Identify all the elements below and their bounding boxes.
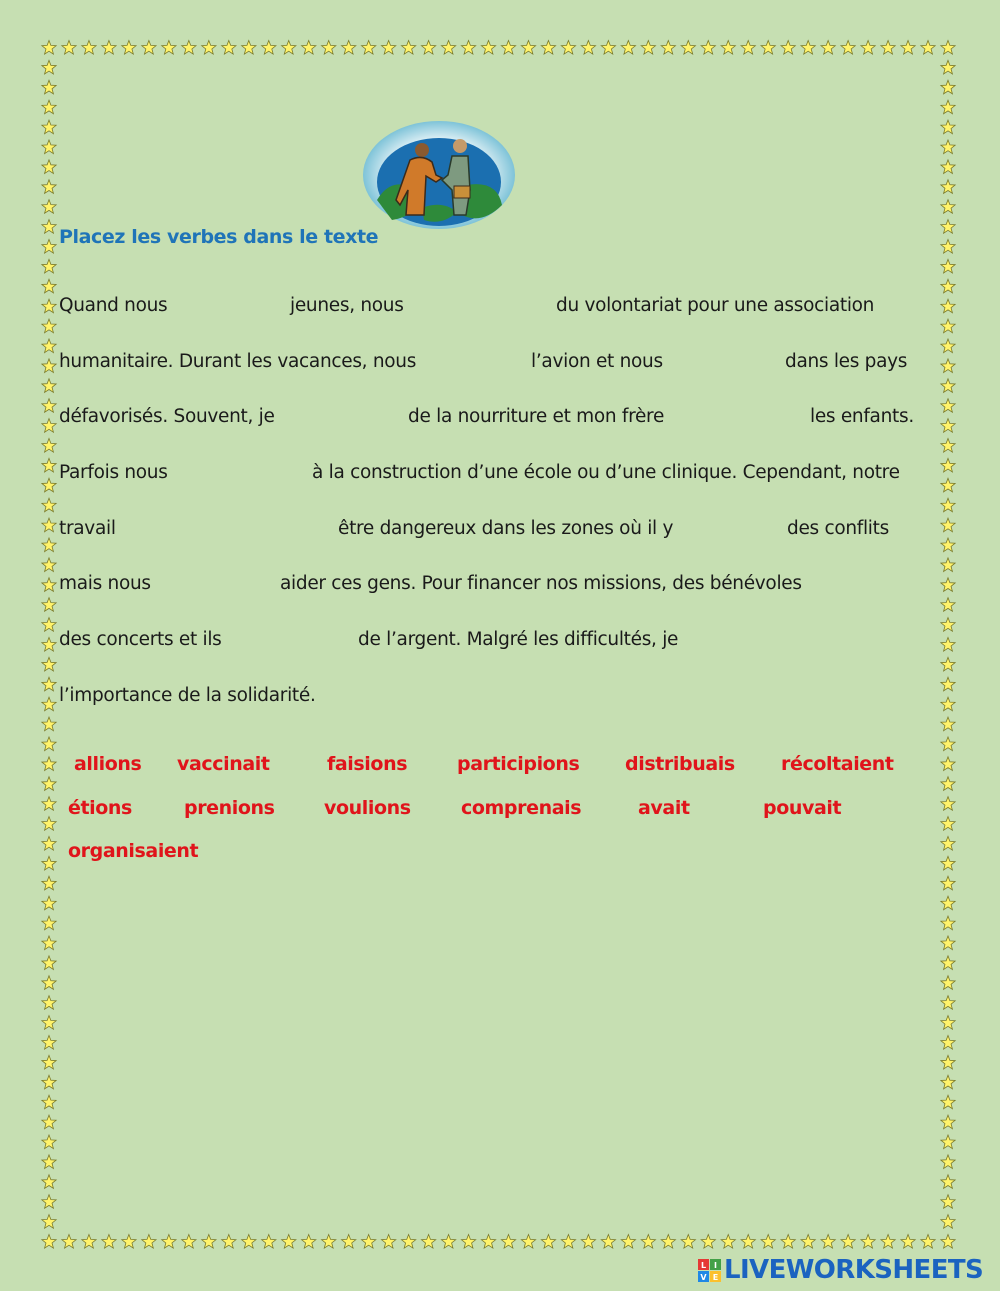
star-border-icon [42,1235,56,1249]
star-border-icon [941,160,955,174]
text-segment: Quand nous [59,295,168,316]
star-border-icon [42,1175,56,1189]
blank-drop-zone[interactable] [684,408,802,430]
star-border-icon [242,41,256,55]
star-border-icon [42,737,56,751]
star-border-icon [42,80,56,94]
star-border-icon [941,657,955,671]
star-border-icon [941,896,955,910]
star-border-icon [42,1075,56,1089]
star-border-icon [282,1235,296,1249]
star-border-icon [941,120,955,134]
star-border-icon [901,1235,915,1249]
text-segment: de l’argent. Malgré les difficultés, je [358,629,679,650]
star-border-icon [122,1235,136,1249]
star-border-icon [122,41,136,55]
star-border-icon [262,41,276,55]
blank-drop-zone[interactable] [232,631,350,653]
star-border-icon [42,1115,56,1129]
star-border-icon [82,1235,96,1249]
text-segment: les enfants. [810,406,914,427]
star-border-icon [262,1235,276,1249]
star-border-icon [42,140,56,154]
star-border-icon [42,558,56,572]
star-border-icon [941,837,955,851]
text-line-2 [0,351,1000,377]
star-border-icon [781,41,795,55]
star-border-icon [42,896,56,910]
star-border-icon [42,976,56,990]
blank-drop-zone[interactable] [820,575,920,597]
star-border-icon [861,1235,875,1249]
star-border-icon [202,1235,216,1249]
star-border-icon [941,1135,955,1149]
star-border-icon [42,180,56,194]
star-border-icon [42,996,56,1010]
star-border-icon [921,41,935,55]
word-tile[interactable]: participions [457,753,580,775]
star-border-icon [42,797,56,811]
star-border-icon [941,279,955,293]
star-border-icon [741,1235,755,1249]
star-border-icon [941,976,955,990]
star-border-icon [941,80,955,94]
star-border-icon [381,41,395,55]
word-tile[interactable]: avait [638,797,690,819]
star-border-icon [521,41,535,55]
star-border-icon [941,140,955,154]
star-border-icon [941,439,955,453]
star-border-icon [42,876,56,890]
blank-drop-zone[interactable] [178,297,282,319]
text-segment: mais nous [59,573,151,594]
star-border-icon [821,1235,835,1249]
star-border-icon [42,60,56,74]
blank-drop-zone[interactable] [674,353,778,375]
text-segment: l’importance de la solidarité. [59,685,316,706]
star-border-icon [781,1235,795,1249]
star-border-icon [62,41,76,55]
star-border-icon [42,598,56,612]
star-border-icon [441,1235,455,1249]
star-border-icon [741,41,755,55]
star-border-icon [881,1235,895,1249]
star-border-icon [142,1235,156,1249]
star-border-icon [941,200,955,214]
star-border-icon [82,41,96,55]
star-border-icon [941,1095,955,1109]
star-border-icon [921,1235,935,1249]
star-border-icon [941,1215,955,1229]
star-border-icon [521,1235,535,1249]
star-border-icon [42,1055,56,1069]
star-border-icon [941,498,955,512]
star-border-icon [42,439,56,453]
star-border-icon [941,1235,955,1249]
star-border-icon [941,259,955,273]
star-border-icon [841,1235,855,1249]
star-border-icon [42,837,56,851]
text-line-1 [0,295,1000,321]
star-border-icon [501,1235,515,1249]
star-border-icon [302,41,316,55]
star-border-icon [581,41,595,55]
star-border-icon [42,1155,56,1169]
word-tile[interactable]: allions [74,753,142,775]
star-border-icon [42,100,56,114]
star-border-icon [721,41,735,55]
star-border-icon [541,41,555,55]
star-border-icon [941,817,955,831]
liveworksheets-logo[interactable] [698,1255,996,1285]
star-border-icon [701,41,715,55]
word-tile[interactable]: comprenais [461,797,582,819]
instruction-title: Placez les verbes dans le texte [59,226,379,248]
blank-drop-zone[interactable] [696,631,826,653]
star-border-icon [941,717,955,731]
star-border-icon [222,1235,236,1249]
star-border-icon [941,319,955,333]
star-border-icon [421,41,435,55]
logo-badge-letter: V [700,1273,707,1282]
star-border-icon [681,41,695,55]
star-border-icon [661,41,675,55]
star-border-icon [461,41,475,55]
star-border-icon [941,240,955,254]
word-tile[interactable]: récoltaient [781,753,894,775]
text-segment: aider ces gens. Pour financer nos missions, des bénévoles [280,573,802,594]
text-line-7 [0,629,1000,655]
star-border-icon [481,41,495,55]
star-border-icon [42,936,56,950]
text-segment: du volontariat pour une association [556,295,875,316]
star-border-icon [182,1235,196,1249]
star-border-icon [342,41,356,55]
star-border-icon [42,498,56,512]
star-border-icon [941,558,955,572]
star-border-icon [42,757,56,771]
text-segment: dans les pays [785,351,908,372]
star-border-icon [42,1135,56,1149]
star-border-icon [42,259,56,273]
star-border-icon [941,60,955,74]
star-border-icon [941,379,955,393]
star-border-icon [202,41,216,55]
star-border-icon [42,220,56,234]
star-border-icon [461,1235,475,1249]
word-tile[interactable]: étions [68,797,132,819]
star-border-icon [621,1235,635,1249]
logo-badge-letter: I [714,1261,717,1270]
star-border-icon [342,1235,356,1249]
blank-drop-zone[interactable] [414,297,548,319]
star-border-icon [761,41,775,55]
star-border-icon [42,856,56,870]
star-border-icon [302,1235,316,1249]
star-border-icon [541,1235,555,1249]
star-border-icon [42,1215,56,1229]
star-border-icon [42,1016,56,1030]
star-border-icon [941,956,955,970]
star-border-icon [42,817,56,831]
star-border-icon [941,41,955,55]
word-tile[interactable]: pouvait [763,797,842,819]
star-border-icon [242,1235,256,1249]
star-border-icon [641,41,655,55]
star-border-icon [42,160,56,174]
star-border-icon [641,1235,655,1249]
blank-drop-zone[interactable] [124,520,330,542]
star-border-icon [941,1036,955,1050]
star-border-icon [601,41,615,55]
star-border-icon [42,240,56,254]
text-segment: l’avion et nous [531,351,663,372]
star-border-icon [481,1235,495,1249]
star-border-icon [601,1235,615,1249]
text-line-4 [0,462,1000,488]
star-border-icon [42,319,56,333]
blank-drop-zone[interactable] [686,520,780,542]
text-segment: travail [59,518,116,539]
star-border-icon [801,1235,815,1249]
star-border-icon [362,1235,376,1249]
liveworksheets-logo-icon [698,1259,722,1283]
star-border-icon [322,41,336,55]
blank-drop-zone[interactable] [160,575,272,597]
star-border-icon [861,41,875,55]
star-border-icon [621,41,635,55]
star-border-icon [42,41,56,55]
star-border-icon [941,220,955,234]
star-border-icon [761,1235,775,1249]
star-border-icon [941,936,955,950]
star-border-icon [901,41,915,55]
star-border-icon [282,41,296,55]
star-border-icon [162,1235,176,1249]
star-border-icon [102,41,116,55]
text-segment: Parfois nous [59,462,168,483]
star-border-icon [42,717,56,731]
star-border-icon [42,777,56,791]
star-border-icon [941,856,955,870]
star-border-icon [941,1055,955,1069]
star-border-icon [42,379,56,393]
star-border-icon [941,737,955,751]
star-border-icon [941,1115,955,1129]
star-border-icon [941,876,955,890]
star-border-icon [42,279,56,293]
star-border-icon [841,41,855,55]
star-border-icon [941,180,955,194]
star-border-icon [42,1036,56,1050]
star-border-icon [661,1235,675,1249]
blank-drop-zone[interactable] [430,353,524,375]
star-border-icon [941,1175,955,1189]
star-border-icon [821,41,835,55]
star-border-icon [42,916,56,930]
star-border-icon [322,1235,336,1249]
text-segment: défavorisés. Souvent, je [59,406,275,427]
star-border-icon [62,1235,76,1249]
star-border-icon [801,41,815,55]
star-border-icon [222,41,236,55]
star-border-icon [42,1195,56,1209]
star-border-icon [501,41,515,55]
word-tile[interactable]: organisaient [68,840,199,862]
star-border-icon [941,916,955,930]
star-border-icon [42,956,56,970]
star-border-icon [42,657,56,671]
star-border-icon [561,1235,575,1249]
text-segment: être dangereux dans les zones où il y [338,518,674,539]
star-border-icon [881,41,895,55]
star-border-icon [941,996,955,1010]
text-line-3 [0,406,1000,432]
blank-drop-zone[interactable] [180,464,304,486]
star-border-icon [401,41,415,55]
text-segment: des conflits [787,518,889,539]
star-border-icon [561,41,575,55]
text-segment: à la construction d’une école ou d’une clinique. Cependant, notre [312,462,900,483]
word-tile[interactable]: voulions [324,797,411,819]
word-tile[interactable]: vaccinait [177,753,270,775]
text-segment: humanitaire. Durant les vacances, nous [59,351,417,372]
word-tile[interactable]: distribuais [625,753,735,775]
star-border-icon [182,41,196,55]
star-border-icon [162,41,176,55]
star-border-icon [941,1195,955,1209]
star-border-icon [941,1016,955,1030]
text-segment: jeunes, nous [290,295,404,316]
handshake-globe-illustration [362,120,516,232]
star-border-icon [581,1235,595,1249]
star-border-icon [42,200,56,214]
star-border-icon [941,1155,955,1169]
star-border-icon [941,100,955,114]
word-tile[interactable]: faisions [327,753,408,775]
star-border-icon [941,777,955,791]
star-border-icon [681,1235,695,1249]
star-border-icon [362,41,376,55]
star-border-icon [142,41,156,55]
text-segment: de la nourriture et mon frère [408,406,665,427]
word-tile[interactable]: prenions [184,797,275,819]
star-border-icon [102,1235,116,1249]
star-border-icon [401,1235,415,1249]
text-line-5 [0,518,1000,544]
text-line-6 [0,573,1000,599]
star-border-icon [42,1095,56,1109]
logo-badge-letter: L [700,1261,707,1270]
star-border-icon [441,41,455,55]
logo-text: LIVEWORKSHEETS [724,1255,984,1285]
star-border-icon [421,1235,435,1249]
star-border-icon [941,757,955,771]
star-border-icon [941,797,955,811]
star-border-icon [381,1235,395,1249]
text-segment: des concerts et ils [59,629,222,650]
blank-drop-zone[interactable] [286,408,400,430]
star-border-icon [701,1235,715,1249]
star-border-icon [941,1075,955,1089]
star-border-icon [941,598,955,612]
star-border-icon [42,120,56,134]
text-line-8 [0,685,1000,711]
star-border-icon [721,1235,735,1249]
logo-badge-letter: E [712,1273,719,1282]
